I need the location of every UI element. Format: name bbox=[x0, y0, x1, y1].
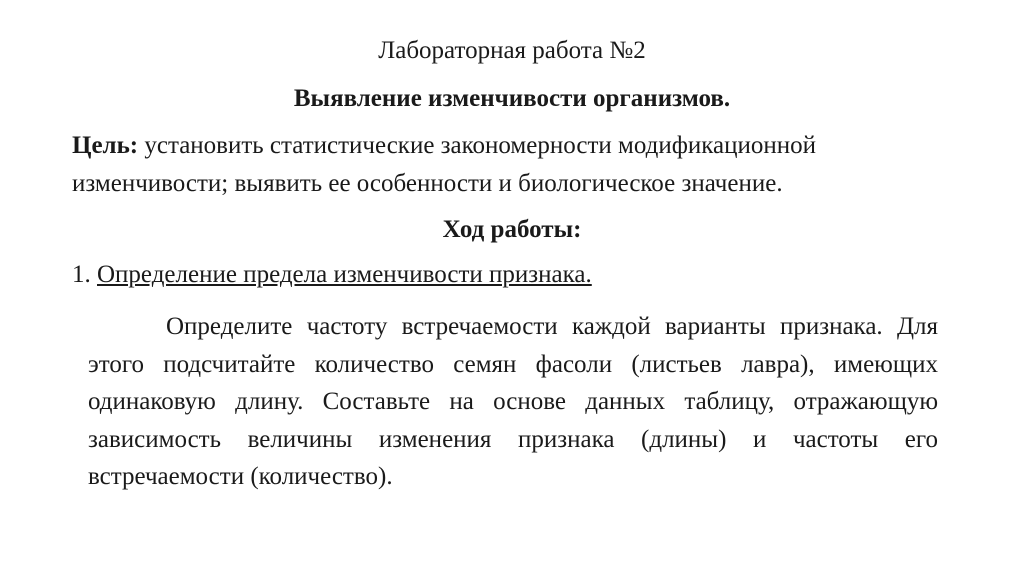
lab-title: Лабораторная работа №2 bbox=[378, 37, 646, 64]
goal-line-1 bbox=[72, 131, 816, 161]
goal-label: Цель: bbox=[72, 132, 139, 159]
procedure-heading: Ход работы: bbox=[442, 216, 582, 243]
lab-subtitle: Выявление изменчивости организмов. bbox=[293, 85, 731, 112]
step-1 bbox=[72, 260, 592, 290]
step-1-number: 1. bbox=[72, 261, 97, 288]
goal-text-1: установить статистические закономерности модификационной bbox=[138, 132, 817, 159]
step-1-title: Определение предела изменчивости признака. bbox=[97, 261, 592, 288]
goal-line-2: изменчивости; выявить ее особенности и биологическое значение. bbox=[72, 170, 783, 197]
instruction-paragraph: Определите частоту встречаемости каждой варианты признака. Для этого подсчитайте количество семян фасоли (листьев лавра), имеющих одинаковую длину. Составьте на основе данных таблицу, отражающую зависимость величины изменения признака (длины) и частоты его встречаемости (количество). bbox=[88, 313, 938, 490]
